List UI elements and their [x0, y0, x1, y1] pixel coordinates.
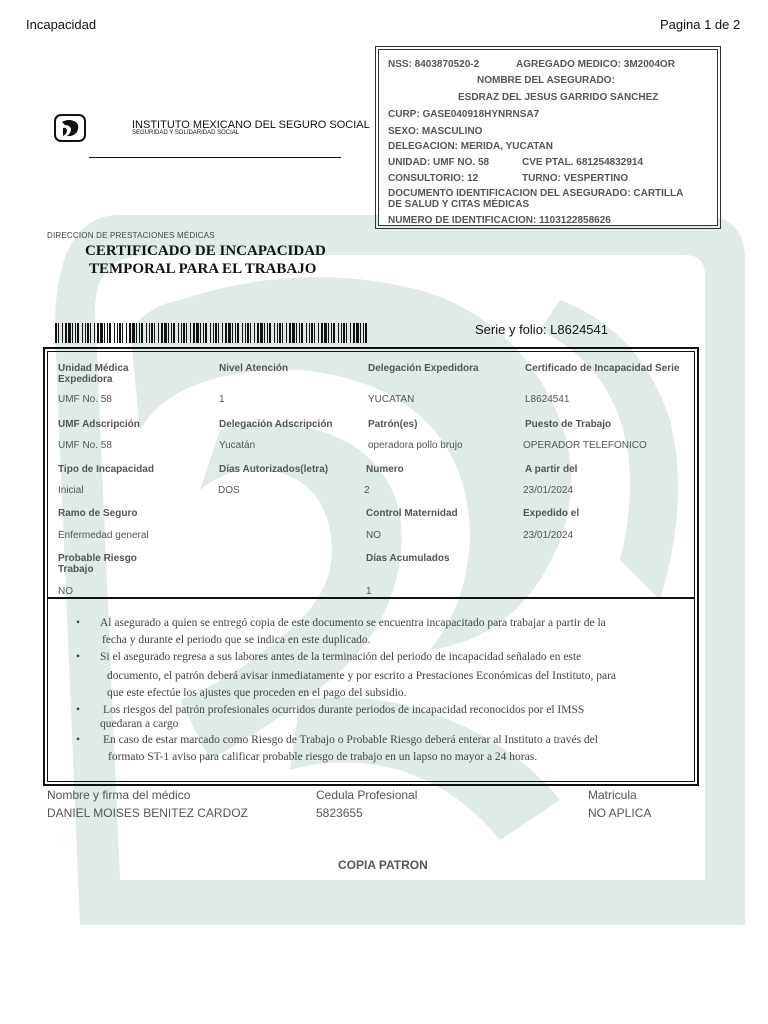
barcode-bar: [269, 323, 271, 343]
numero-label: Numero: [366, 464, 404, 475]
page-indicator: Pagina 1 de 2: [660, 17, 741, 32]
patron-value: operadora pollo brujo: [368, 440, 463, 451]
insured-name-label: NOMBRE DEL ASEGURADO:: [477, 75, 615, 86]
barcode-bar: [247, 323, 249, 343]
expedido-el-label: Expedido el: [523, 508, 580, 519]
unidad-medica-expedidora-value: UMF No. 58: [58, 394, 112, 405]
note-2-line3: que este efectúe los ajustes que proceden en el pago del subsidio.: [107, 687, 407, 699]
note-item: [76, 703, 676, 731]
documento-id-line1: DOCUMENTO IDENTIFICACION DEL ASEGURADO: CARTILLA: [388, 188, 684, 199]
barcode-bar: [55, 323, 57, 343]
barcode-bar: [196, 323, 199, 343]
barcode-bar: [306, 323, 307, 343]
barcode-bar: [360, 323, 361, 343]
barcode-bar: [333, 323, 335, 343]
barcode-bar: [146, 323, 147, 343]
barcode-bar: [301, 323, 303, 343]
barcode-bar: [62, 323, 63, 343]
bullet: •: [76, 617, 81, 629]
barcode-bar: [94, 323, 95, 343]
medico-label: Nombre y firma del médico: [47, 788, 191, 802]
barcode-bar: [343, 323, 345, 343]
barcode-bar: [260, 323, 263, 343]
control-maternidad-value: NO: [366, 530, 381, 541]
probable-riesgo-trabajo-label: Probable Riesgo Trabajo: [58, 553, 137, 575]
insured-name: ESDRAZ DEL JESUS GARRIDO SANCHEZ: [458, 92, 659, 103]
barcode-bar: [82, 323, 83, 343]
barcode-bar: [250, 323, 251, 343]
institute-name: INSTITUTO MEXICANO DEL SEGURO SOCIAL: [132, 119, 370, 131]
barcode-bar: [203, 323, 204, 343]
a-partir-del-value: 23/01/2024: [523, 485, 574, 496]
barcode-bar: [314, 323, 315, 343]
puesto-trabajo-value: OPERADOR TELEFONICO: [523, 440, 647, 451]
nivel-atencion-value: 1: [219, 394, 225, 405]
barcode-bar: [151, 323, 153, 343]
barcode-bar: [136, 323, 137, 343]
patron-label: Patrón(es): [368, 419, 418, 430]
delegacion-adscripcion-value: Yucatán: [219, 440, 256, 451]
tipo-incapacidad-value: Inicial: [58, 485, 84, 496]
certificado-serie-label: Certificado de Incapacidad Serie: [525, 363, 680, 374]
barcode-bar: [286, 323, 287, 343]
barcode-bar: [87, 323, 89, 343]
barcode-bar: [122, 323, 123, 343]
barcode-bar: [75, 323, 76, 343]
barcode-bar: [181, 323, 182, 343]
umf-adscripcion-value: UMF No. 58: [58, 440, 112, 451]
barcode-bar: [213, 323, 214, 343]
barcode-bar: [109, 323, 111, 343]
barcode-bar: [178, 323, 179, 343]
barcode-bar: [318, 323, 319, 343]
nss-field: NSS: 8403870520-2: [388, 59, 480, 70]
barcode-bar: [324, 323, 327, 343]
unidad-field: UNIDAD: UMF NO. 58: [388, 157, 490, 168]
barcode-bar: [186, 323, 187, 343]
barcode-bar: [210, 323, 211, 343]
barcode-bar: [218, 323, 219, 343]
note-1-line2: fecha y durante el periodo que se indica en este duplicado.: [102, 634, 371, 646]
numero-identificacion-field: NUMERO DE IDENTIFICACION: 1103122858626: [388, 215, 611, 226]
institute-subtitle: SEGURIDAD Y SOLIDARIDAD SOCIAL: [132, 130, 240, 136]
barcode-bar: [296, 323, 297, 343]
barcode-bar: [85, 323, 86, 343]
nivel-atencion-label: Nivel Atención: [219, 363, 289, 374]
barcode-bar: [215, 323, 217, 343]
barcode-bar: [350, 323, 351, 343]
turno-field: TURNO: VESPERTINO: [522, 173, 629, 184]
bullet: •: [76, 734, 81, 746]
barcode-bar: [97, 323, 99, 343]
note-1-line1: Al asegurado a quien se entregó copia de este documento se encuentra incapacitado para trabajar a partir de la: [100, 617, 606, 629]
agregado-field: AGREGADO MEDICO: 3M2004OR: [516, 59, 675, 70]
barcode-bar: [222, 323, 223, 343]
note-4-line2: formato ST-1 aviso para calificar probable riesgo de trabajo en un lapso no mayor a 24 horas.: [108, 751, 538, 763]
note-4-line1: En caso de estar marcado como Riesgo de Trabajo o Probable Riesgo deberá enterar al Instituto a través del: [103, 734, 598, 746]
probable-riesgo-trabajo-value: NO: [58, 586, 73, 597]
barcode-bar: [292, 323, 295, 343]
cedula-value: 5823655: [316, 806, 363, 820]
dias-acumulados-value: 1: [366, 586, 372, 597]
bullet: •: [76, 651, 81, 663]
barcode-bar: [149, 323, 150, 343]
barcode-bar: [126, 323, 127, 343]
certificate-title-line1: CERTIFICADO DE INCAPACIDAD: [85, 243, 326, 259]
barcode-bar: [173, 323, 175, 343]
ramo-seguro-value: Enfermedad general: [58, 530, 149, 541]
barcode: [55, 323, 371, 343]
barcode-bar: [264, 323, 265, 343]
barcode-bar: [328, 323, 329, 343]
delegacion-expedidora-label: Delegación Expedidora: [368, 363, 479, 374]
control-maternidad-label: Control Maternidad: [366, 508, 458, 519]
tipo-incapacidad-label: Tipo de Incapacidad: [58, 464, 154, 475]
barcode-bar: [356, 323, 359, 343]
barcode-bar: [257, 323, 259, 343]
header-left-title: Incapacidad: [26, 17, 97, 32]
barcode-bar: [279, 323, 281, 343]
numero-value: 2: [364, 485, 370, 496]
dias-autorizados-label: Días Autorizados(letra): [219, 464, 329, 475]
barcode-bar: [245, 323, 246, 343]
barcode-bar: [183, 323, 185, 343]
puesto-trabajo-label: Puesto de Trabajo: [525, 419, 612, 430]
barcode-bar: [282, 323, 283, 343]
documento-id-line2: DE SALUD Y CITAS MÉDICAS: [388, 199, 530, 210]
barcode-bar: [158, 323, 159, 343]
barcode-bar: [289, 323, 291, 343]
medico-name: DANIEL MOISES BENITEZ CARDOZ: [47, 806, 248, 820]
unidad-medica-expedidora-label: Unidad Médica Expedidora: [58, 363, 129, 385]
barcode-bar: [346, 323, 347, 343]
barcode-bar: [114, 323, 115, 343]
barcode-bar: [161, 323, 163, 343]
barcode-bar: [193, 323, 195, 343]
sexo-field: SEXO: MASCULINO: [388, 126, 483, 137]
barcode-bar: [154, 323, 155, 343]
barcode-bar: [58, 323, 59, 343]
barcode-bar: [100, 323, 103, 343]
dias-autorizados-value: DOS: [218, 485, 240, 496]
barcode-bar: [365, 323, 367, 343]
delegacion-adscripcion-label: Delegación Adscripción: [219, 419, 333, 430]
barcode-bar: [267, 323, 268, 343]
barcode-bar: [225, 323, 227, 343]
barcode-bar: [232, 323, 233, 343]
certificate-title-line2: TEMPORAL PARA EL TRABAJO: [89, 261, 317, 277]
barcode-bar: [274, 323, 275, 343]
barcode-bar: [68, 323, 71, 343]
barcode-bar: [129, 323, 131, 343]
copia-patron-footer: COPIA PATRON: [338, 858, 428, 872]
note-item: [76, 732, 676, 766]
umf-adscripcion-label: UMF Adscripción: [58, 419, 140, 430]
dias-acumulados-label: Días Acumulados: [366, 553, 450, 564]
matricula-value: NO APLICA: [588, 806, 652, 820]
ramo-seguro-label: Ramo de Seguro: [58, 508, 138, 519]
barcode-bar: [132, 323, 135, 343]
barcode-bar: [139, 323, 140, 343]
certificate-details-box: [43, 347, 699, 786]
barcode-bar: [164, 323, 167, 343]
curp-field: CURP: GASE040918HYNRNSA7: [388, 109, 540, 120]
barcode-bar: [190, 323, 191, 343]
note-3-line2: quedaran a cargo: [100, 718, 179, 730]
barcode-bar: [141, 323, 143, 343]
cve-ptal-field: CVE PTAL. 681254832914: [522, 157, 644, 168]
note-item: [76, 649, 676, 702]
consultorio-field: CONSULTORIO: 12: [388, 173, 479, 184]
barcode-bar: [237, 323, 239, 343]
serie-folio: Serie y folio: L8624541: [475, 322, 608, 337]
imss-eagle-logo-icon: [54, 114, 86, 142]
note-2-line1: Si el asegurado regresa a sus labores antes de la terminación del periodo de incapacidad señalado en este: [100, 651, 582, 663]
barcode-bar: [228, 323, 231, 343]
barcode-bar: [168, 323, 169, 343]
barcode-bar: [90, 323, 91, 343]
barcode-bar: [242, 323, 243, 343]
barcode-bar: [200, 323, 201, 343]
bullet: •: [76, 704, 81, 716]
delegacion-expedidora-value: YUCATAN: [368, 394, 415, 405]
certificado-serie-value: L8624541: [525, 394, 570, 405]
grid-divider: [48, 597, 694, 599]
barcode-bar: [321, 323, 323, 343]
barcode-bar: [205, 323, 207, 343]
barcode-bar: [311, 323, 313, 343]
cedula-label: Cedula Profesional: [316, 788, 418, 802]
barcode-bar: [72, 323, 73, 343]
barcode-bar: [299, 323, 300, 343]
note-2-line2: documento, el patrón deberá avisar inmediatamente y por escrito a Prestaciones Económicas del Instituto, para: [107, 670, 617, 682]
barcode-bar: [104, 323, 105, 343]
barcode-bar: [309, 323, 310, 343]
barcode-bar: [254, 323, 255, 343]
barcode-bar: [117, 323, 118, 343]
notes-list: [76, 615, 676, 766]
direction-label: DIRECCION DE PRESTACIONES MÉDICAS: [47, 231, 215, 240]
expedido-el-value: 23/01/2024: [523, 530, 574, 541]
insured-info-box: [375, 46, 721, 229]
barcode-bar: [65, 323, 67, 343]
a-partir-del-label: A partir del: [525, 464, 578, 475]
barcode-bar: [119, 323, 121, 343]
barcode-bar: [171, 323, 172, 343]
note-3-line1: Los riesgos del patrón profesionales ocurridos durante periodos de incapacidad reconocidos por el IMSS: [103, 704, 585, 716]
barcode-bar: [277, 323, 278, 343]
header-divider: [89, 157, 341, 158]
barcode-bar: [331, 323, 332, 343]
note-item: [76, 615, 676, 649]
certificate-title: [85, 242, 326, 278]
delegacion-field: DELEGACION: MERIDA, YUCATAN: [388, 141, 553, 152]
barcode-bar: [363, 323, 364, 343]
barcode-bar: [338, 323, 339, 343]
barcode-bar: [341, 323, 342, 343]
barcode-bar: [353, 323, 355, 343]
barcode-bar: [235, 323, 236, 343]
barcode-bar: [77, 323, 79, 343]
barcode-bar: [107, 323, 108, 343]
matricula-label: Matricula: [588, 788, 637, 802]
